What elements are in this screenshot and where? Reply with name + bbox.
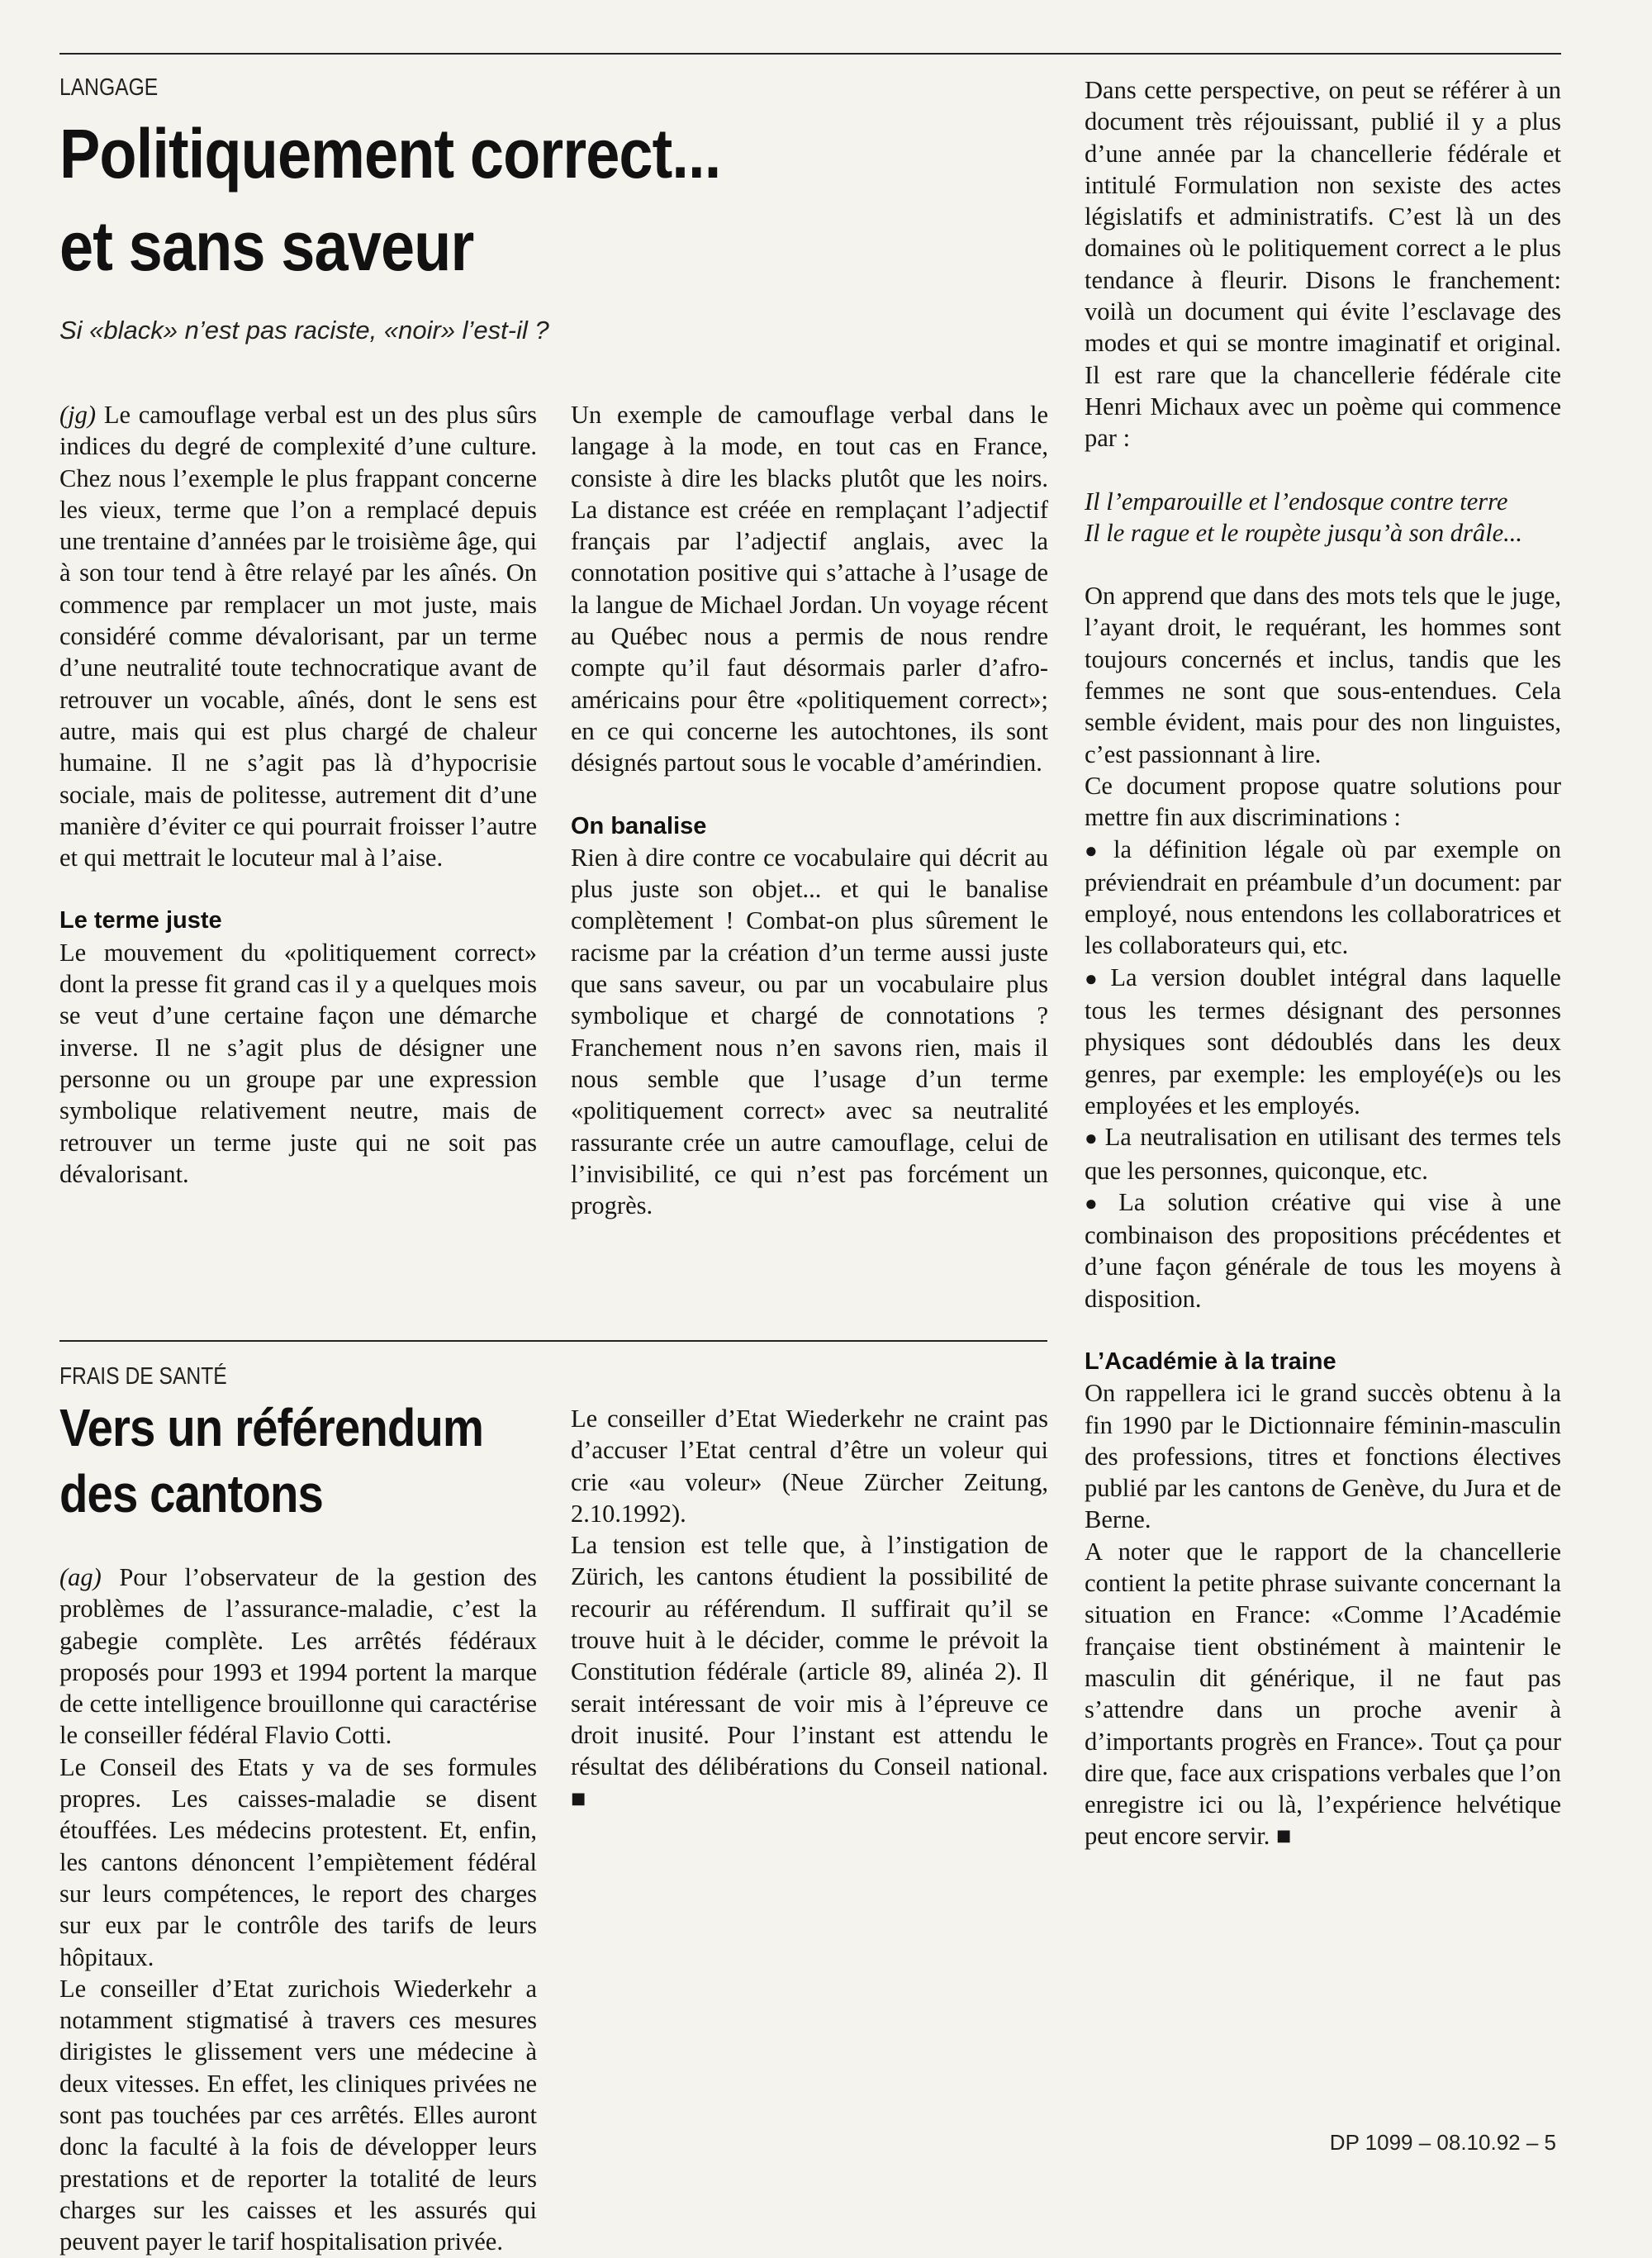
article1-title-line2: et sans saveur (59, 207, 474, 285)
article2-paragraph-2: Le Conseil des Etats y va de ses formules propres. Les caisses-maladie se disent étouffées. Les médecins protestent. Et, enfin, les cantons dénoncent l’empiètement fédéral sur leurs compétences, le report des charges sur eux par le contrôle des tarifs de leurs hôpitaux. (59, 1752, 537, 1971)
poem-line-1: Il l’emparouille et l’endosque contre terre (1085, 487, 1508, 516)
section-divider-rule (59, 1340, 1047, 1342)
article1-paragraph-5: Dans cette perspective, on peut se référer à un document très réjouissant, publié il y a plus d’une année par la chancellerie fédérale et intitulé Formulation non sexiste des actes législatifs et administratifs. C’est là un des domaines où le politiquement correct a le plus tendance à fleurir. Disons le franchement: voilà un document qui évite l’esclavage des modes et qui se montre imaginatif et original. Il est rare que la chancellerie fédérale cite Henri Michaux avec un poème qui commence par : (1085, 76, 1561, 453)
article1-dek: Si «black» n’est pas raciste, «noir» l’est-il ? (59, 316, 549, 345)
article2-paragraph-4: Le conseiller d’Etat Wiederkehr ne craint pas d’accuser l’Etat central d’être un voleur qui crie «au voleur» (Neue Zürcher Zeitung, 2.10.1992). (571, 1405, 1048, 1528)
article1-paragraph-8: On rappellera ici le grand succès obtenu à la fin 1990 par le Dictionnaire féminin-masculin des professions, titres et fonctions électives publié par les cantons de Genève, du Jura et de Berne. (1085, 1379, 1561, 1534)
article1-column-1 (59, 399, 537, 1190)
article1-byline: (jg) (59, 401, 97, 429)
article1-paragraph-2: Le mouvement du «politiquement correct» dont la presse fit grand cas il y a quelques mois se veut d’une certaine façon une démarche inverse. Il ne s’agit plus de désigner une personne ou un groupe par une expression symbolique relativement neutre, mais de retrouver un terme juste qui ne soit pas dévalorisant. (59, 938, 537, 1188)
article1-kicker: LANGAGE (59, 74, 159, 101)
article2-byline: (ag) (59, 1563, 102, 1591)
solution-bullet-4: ● La solution créative qui vise à une combinaison des propositions précédentes et d’une façon générale de tous les moyens à disposition. (1085, 1186, 1561, 1314)
article2-paragraph-1: (ag) Pour l’observateur de la gestion des problèmes de l’assurance-maladie, c’est la gabegie complète. Les arrêtés fédéraux proposés pour 1993 et 1994 portent la marque de cette intelligence brouillonne qui caractérise le conseiller fédéral Flavio Cotti. (59, 1563, 537, 1750)
article1-paragraph-4: Rien à dire contre ce vocabulaire qui décrit au plus juste son objet... et qui le banalise complètement ! Combat-on plus sûrement le racisme par la création d’un terme aussi juste que sans saveur, ou par un vocabulaire plus symbolique et chargé de connotations ? Franchement nous n’en savons rien, mais il nous semble que l’usage d’un terme «politiquement correct» avec sa neutralité rassurante crée un autre camouflage, celui de l’invisibilité, ce qui n’est pas forcément un progrès. (571, 843, 1048, 1220)
article1-title (59, 107, 720, 292)
poem-line-2: Il le rague et le roupète jusqu’à son drâle... (1085, 518, 1522, 547)
article2-title-line1: Vers un référendum (59, 1398, 484, 1457)
michaux-poem (1085, 486, 1561, 549)
article1-paragraph-6: On apprend que dans des mots tels que le juge, l’ayant droit, le requérant, les hommes sont toujours concernés et inclus, tandis que les femmes ne sont que sous-entendues. Cela semble évident, mais pour des non linguistes, c’est passionnant à lire. (1085, 582, 1561, 768)
article2-column-2 (571, 1403, 1048, 1814)
article1-paragraph-1: (jg) Le camouflage verbal est un des plus sûrs indices du degré de complexité d’une culture. Chez nous l’exemple le plus frappant concerne les vieux, terme que l’on a remplacé depuis une trentaine d’années par le troisième âge, qui à son tour tend à être relayé par les aînés. On commence par remplacer un mot juste, mais considéré comme dévalorisant, par un terme d’une neutralité toute technocratique avant de retrouver un vocable, aînés, dont le sens est autre, mais qui est plus chargé de chaleur humaine. Il ne s’agit pas là d’hypocrisie sociale, mais de politesse, autrement dit d’une manière d’éviter ce qui pourrait froisser l’autre et qui mettrait le locuteur mal à l’aise. (59, 401, 537, 872)
solution-bullet-3: ● La neutralisation en utilisant des termes tels que les personnes, quiconque, etc. (1085, 1121, 1561, 1186)
article1-title-line1: Politiquement correct... (59, 115, 721, 193)
article1-column-2 (571, 399, 1048, 1221)
solution-bullet-2: ● La version doublet intégral dans laquelle tous les termes désignant des personnes physiques sont dédoublés dans les deux genres, par exemple: les employé(e)s ou les employées et les employés. (1085, 962, 1561, 1121)
article1-paragraph-9: A noter que le rapport de la chancellerie contient la petite phrase suivante concernant la situation en France: «Comme l’Académie française tient obstinément à maintenir le masculin dit générique, il ne faut pas s’attendre dans un proche avenir à d’importants progrès en France». Tout ça pour dire que, face aux crispations verbales que l’on enregistre ici ou là, l’expérience helvétique peut encore servir. ■ (1085, 1537, 1561, 1851)
article1-paragraph-3: Un exemple de camouflage verbal dans le langage à la mode, en tout cas en France, consiste à dire les blacks plutôt que les noirs. La distance est créée en remplaçant l’adjectif français par l’adjectif anglais, avec la connotation positive qui s’attache à l’usage de la langue de Michael Jordan. Un voyage récent au Québec nous a permis de nous rendre compte qu’il faut désormais parler d’afro-américains pour être «politiquement correct»; en ce qui concerne les autochtones, ils sont désignés partout sous le vocable d’amérindien. (571, 401, 1048, 777)
article2-paragraph-5: La tension est telle que, à l’instigation de Zürich, les cantons étudient la possibilité de recourir au référendum. Il suffirait qu’il se trouve huit à le décider, comme le prévoit la Constitution fédérale (article 89, alinéa 2). Il serait intéressant de voir mis à l’épreuve ce droit inusité. Pour l’instant est attendu le résultat des délibérations du Conseil national. ■ (571, 1531, 1048, 1813)
article2-column-1 (59, 1562, 537, 2258)
article2-kicker: FRAIS DE SANTÉ (59, 1363, 227, 1390)
article1-subhead-banalise: On banalise (571, 812, 707, 839)
page-folio: DP 1099 – 08.10.92 – 5 (1329, 2130, 1556, 2155)
solution-bullet-1: ● la définition légale où par exemple on préviendrait en préambule d’un document: par employé, nous entendons les collaboratrices et les collaborateurs qui, etc. (1085, 834, 1561, 962)
article2-paragraph-3: Le conseiller d’Etat zurichois Wiederkehr a notamment stigmatisé à travers ces mesures dirigistes le glissement vers une médecine à deux vitesses. En effet, les cliniques privées ne sont pas touchées par ces arrêtés. Elles auront donc la faculté à la fois de développer leurs prestations et de reporter la totalité de leurs charges sur les caisses et les assurés qui peuvent payer le tarif hospitalisation privée. (59, 1974, 537, 2256)
article1-subhead-academie: L’Académie à la traine (1085, 1348, 1336, 1375)
top-rule (59, 53, 1561, 55)
article1-column-3 (1085, 74, 1561, 1852)
article2-title (59, 1395, 483, 1527)
article2-title-line2: des cantons (59, 1464, 323, 1524)
article1-subhead-terme-juste: Le terme juste (59, 907, 222, 934)
article1-paragraph-7: Ce document propose quatre solutions pour mettre fin aux discriminations : (1085, 771, 1561, 832)
